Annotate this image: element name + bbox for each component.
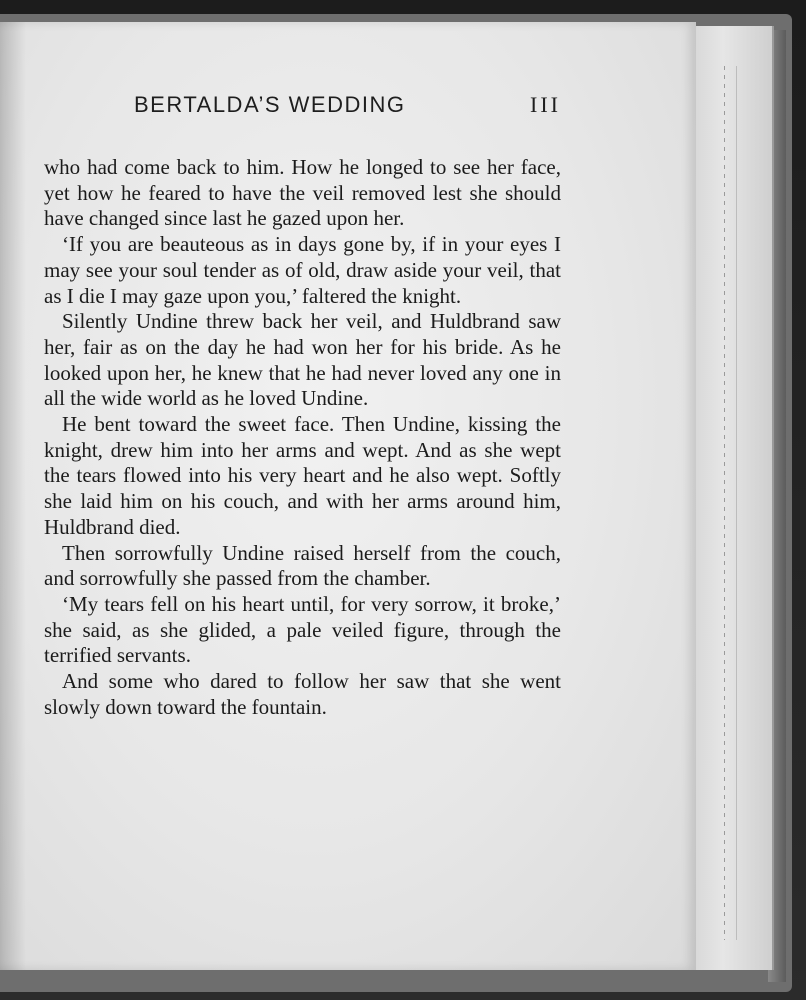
paragraph: ‘If you are beauteous as in days gone by, if in your eyes I may see your soul tender as of old, draw aside your veil, that as I die I may gaze upon you,’ faltered the knight. bbox=[44, 232, 561, 308]
paragraph: ‘My tears fell on his heart until, for very sorrow, it broke,’ she said, as she glided, a pale veiled figure, through the terrified servants. bbox=[44, 591, 561, 668]
page-edge-seam bbox=[736, 66, 737, 940]
paragraph: Silently Undine threw back her veil, and Huldbrand saw her, fair as on the day he had won her for his bride. As he looked upon her, he knew that he had never loved any one in all the wide world as he loved Undine. bbox=[44, 309, 561, 411]
paragraph: And some who dared to follow her saw that she went slowly down toward the fountain. bbox=[44, 669, 561, 719]
page-edge-seam bbox=[724, 66, 725, 940]
book-page bbox=[0, 22, 696, 970]
page-edges bbox=[690, 26, 774, 970]
paragraph: who had come back to him. How he longed to see her face, yet how he feared to have the veil removed lest she should have changed since last he gazed upon her. bbox=[44, 155, 561, 231]
page-number: III bbox=[530, 92, 561, 117]
gutter-shadow bbox=[0, 22, 26, 970]
paragraph: Then sorrowfully Undine raised herself from the couch, and sorrowfully she passed from the chamber. bbox=[44, 540, 561, 591]
paragraph: He bent toward the sweet face. Then Undine, kissing the knight, drew him into her arms and wept. And as she wept the tears flowed into his very heart and he also wept. Softly she laid him on his couch, and with her arms around him, Huldbrand died. bbox=[44, 412, 561, 539]
chapter-title: BERTALDA’S WEDDING bbox=[134, 92, 406, 117]
body-text bbox=[44, 155, 561, 720]
